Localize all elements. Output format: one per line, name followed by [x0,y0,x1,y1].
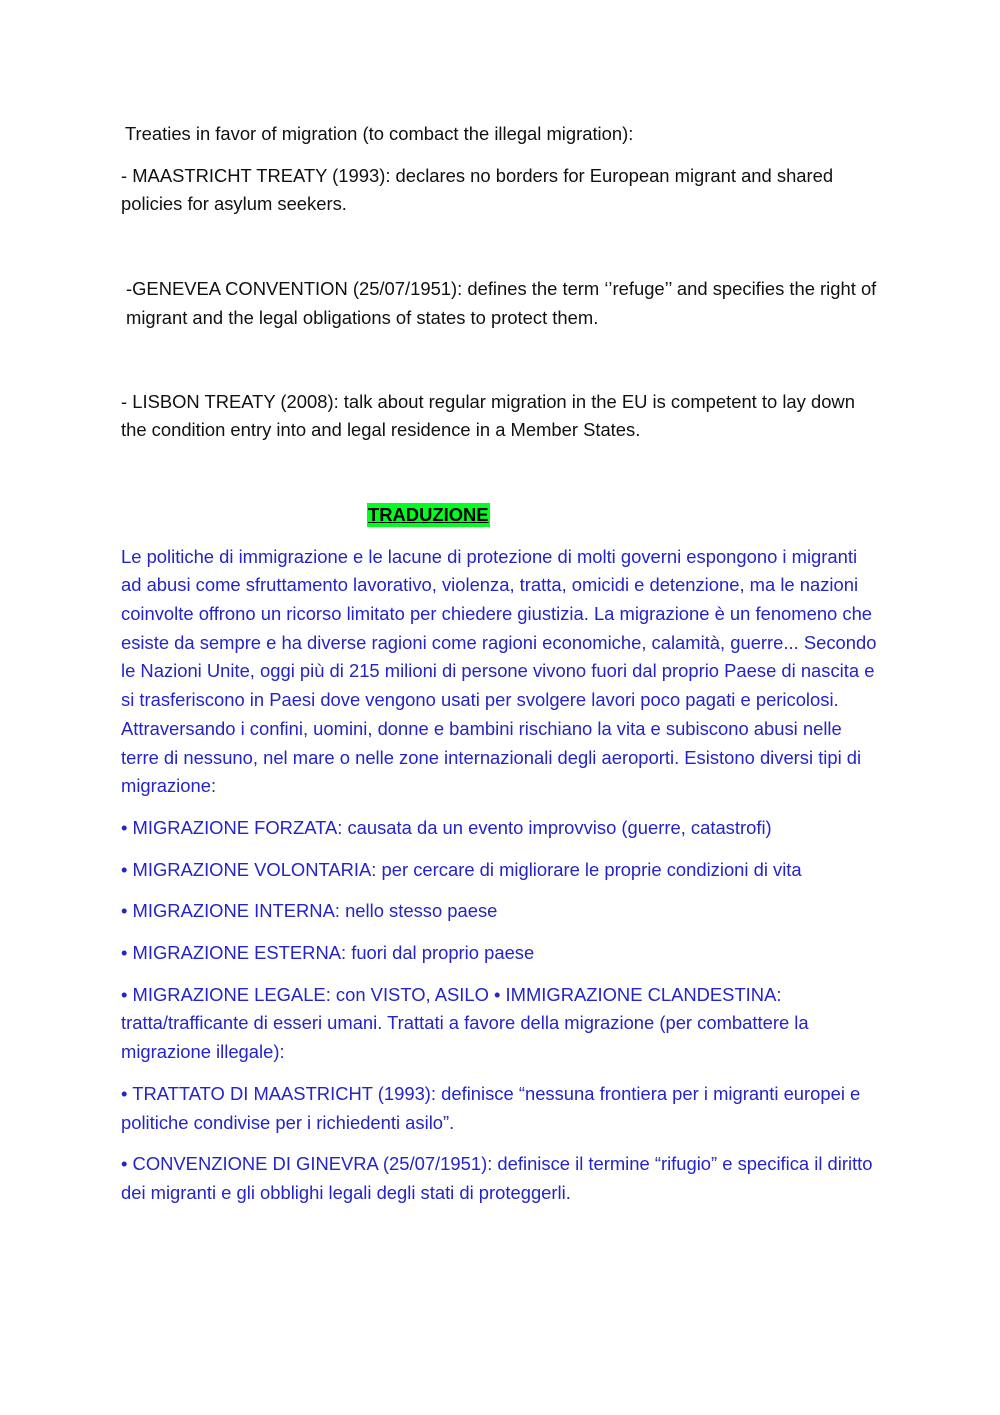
list-item: • MIGRAZIONE VOLONTARIA: per cercare di migliorare le proprie condizioni di vita [121,858,802,880]
italian-paragraph: Le politiche di immigrazione e le lacune di protezione di molti governi espongono i migranti ad abusi come sfruttamento lavorativo, violenza, tratta, omicidi e detenzione, ma le nazioni coinvolte offrono un ricorso limitato per chiedere giustizia. La migrazione è un fenomeno che esiste da sempre e ha diverse ragioni come ragioni economiche, calamità, guerre... Secondo le Nazioni Unite, oggi più di 215 milioni di persone vivono fuori dal proprio Paese di nascita e si trasferiscono in Paesi dove vengono usati per svolgere lavori poco pagati e pericolosi. Attraversando i confini, uomini, donne e bambini rischiano la vita e subiscono abusi nelle terre di nessuno, nel mare o nelle zone internazionali degli aeroporti. Esistono diversi tipi di migrazione: [121,545,877,797]
list-item: • MIGRAZIONE FORZATA: causata da un evento improvviso (guerre, catastrofi) [121,816,772,838]
maastricht-paragraph: - MAASTRICHT TREATY (1993): declares no borders for European migrant and shared policies for asylum seekers. [121,164,834,215]
heading-container [121,501,881,530]
list-item: • CONVENZIONE DI GINEVRA (25/07/1951): definisce il termine “rifugio” e specifica il diritto dei migranti e gli obblighi legali degli stati di proteggerli. [121,1153,873,1203]
list-item: • MIGRAZIONE ESTERNA: fuori dal proprio paese [121,942,535,964]
intro-text: Treaties in favor of migration (to combact the illegal migration): [125,123,634,144]
lisbon-paragraph: - LISBON TREATY (2008): talk about regular migration in the EU is competent to lay down the condition entry into and legal residence in a Member States. [121,390,855,441]
list-item: • TRATTATO DI MAASTRICHT (1993): definisce “nessuna frontiera per i migranti europei e politiche condivise per i richiedenti asilo”. [121,1082,861,1133]
document-body [121,120,881,1208]
list-item: • MIGRAZIONE LEGALE: con VISTO, ASILO • IMMIGRAZIONE CLANDESTINA: tratta/trafficante di esseri umani. Trattati a favore della migrazione (per combattere la migrazione illegale): [121,983,809,1063]
geneva-paragraph: -GENEVEA CONVENTION (25/07/1951): defines the term ‘’refuge’’ and specifies the right of migrant and the legal obligations of states to protect them. [126,278,877,328]
translation-heading: TRADUZIONE [368,503,489,525]
list-item: • MIGRAZIONE INTERNA: nello stesso paese [121,900,498,922]
